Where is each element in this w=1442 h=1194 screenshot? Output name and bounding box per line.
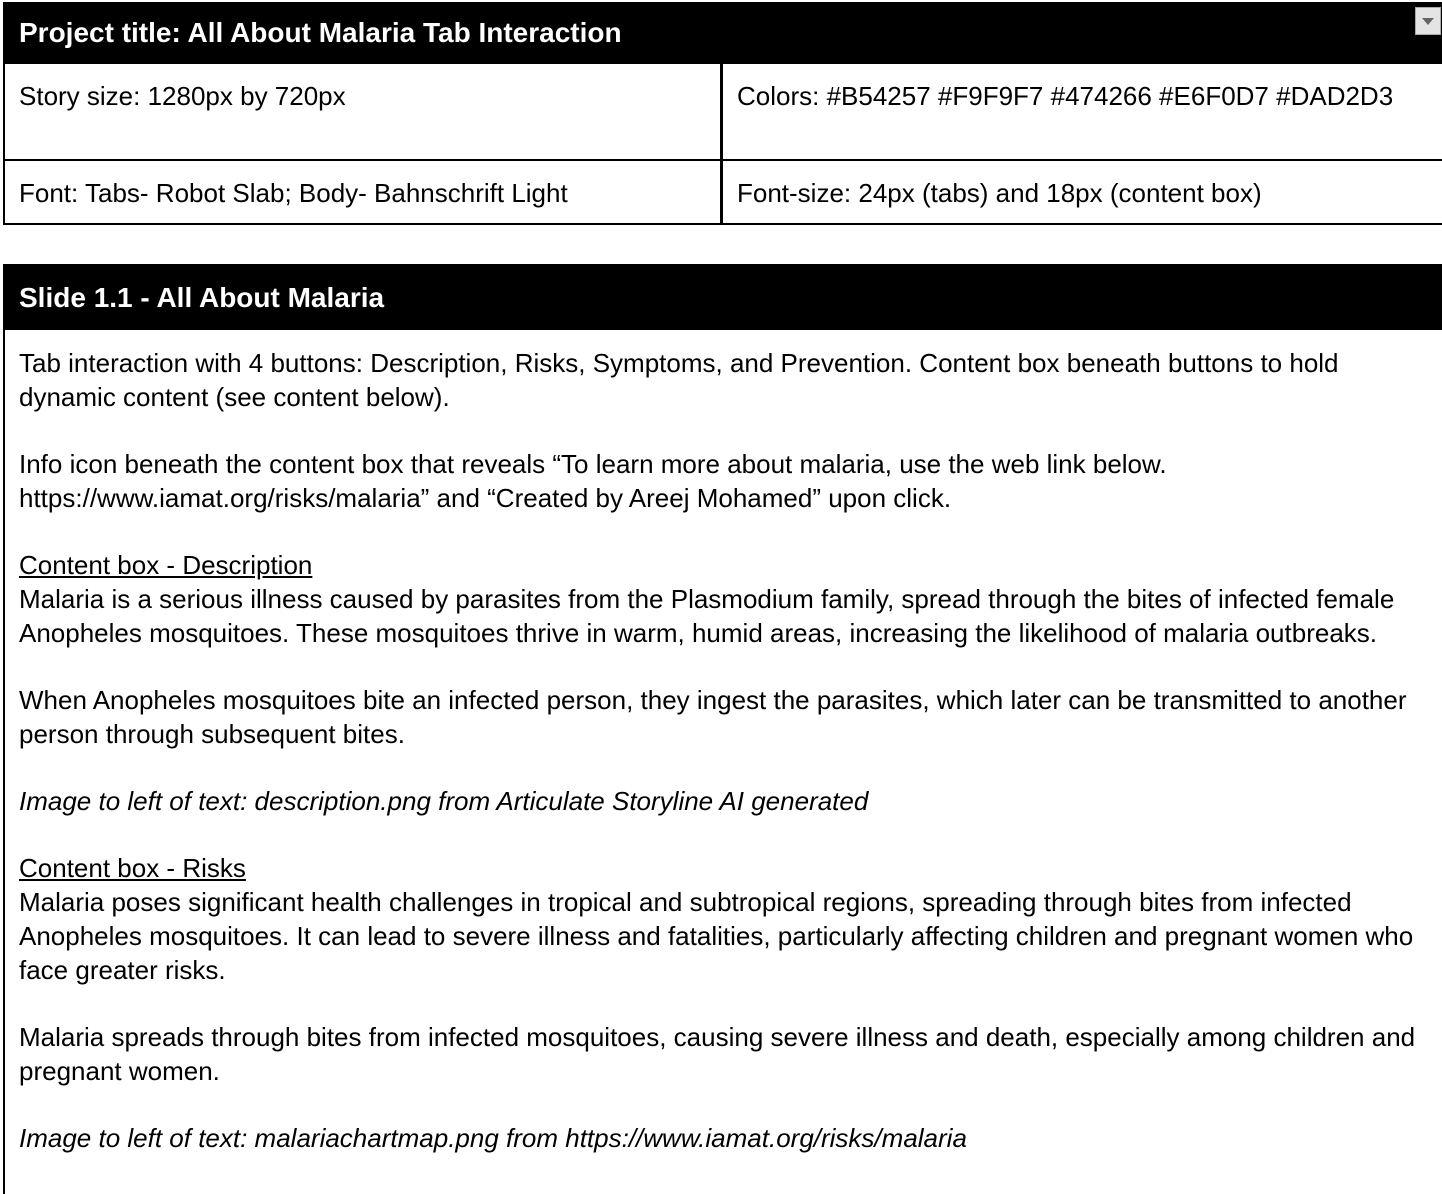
description-heading: Content box - Description xyxy=(19,550,313,580)
colors-cell: Colors: #B54257 #F9F9F7 #474266 #E6F0D7 #DAD2D3 xyxy=(737,81,1394,111)
risks-para-1: Malaria poses significant health challenges in tropical and subtropical regions, spreading through bites from infected Anopheles mosquitoes. It can lead to severe illness and fatalities, particularly affecting children and pregnant women who face greater risks. xyxy=(19,887,1414,985)
risks-image-note: Image to left of text: malariachartmap.png from https://www.iamat.org/risks/malaria xyxy=(19,1123,967,1153)
description-para-1: Malaria is a serious illness caused by parasites from the Plasmodium family, spread through the bites of infected female Anopheles mosquitoes. These mosquitoes thrive in warm, humid areas, increasing the likelihood of malaria outbreaks. xyxy=(19,584,1395,648)
project-title: Project title: All About Malaria Tab Interaction xyxy=(5,2,723,62)
story-size-cell: Story size: 1280px by 720px xyxy=(5,64,723,159)
slide-heading: Slide 1.1 - All About Malaria xyxy=(19,282,385,313)
intro-text: Tab interaction with 4 buttons: Description, Risks, Symptoms, and Prevention. Content box beneath buttons to hold dynamic content (see content below). xyxy=(19,348,1339,412)
info-icon-text: Info icon beneath the content box that reveals “To learn more about malaria, use the web link below. https://www.iamat.org/risks/malaria” and “Created by Areej Mohamed” upon click. xyxy=(19,449,1167,513)
font-size-cell: Font-size: 24px (tabs) and 18px (content box) xyxy=(737,178,1262,208)
project-row-size-colors xyxy=(5,64,1442,161)
project-row-fonts xyxy=(5,161,1442,225)
slide-header-row xyxy=(5,265,1442,330)
dropdown-arrow-icon[interactable] xyxy=(1415,7,1441,35)
project-info-table xyxy=(3,2,1442,225)
font-cell: Font: Tabs- Robot Slab; Body- Bahnschrift Light xyxy=(5,161,723,223)
description-para-2: When Anopheles mosquitoes bite an infected person, they ingest the parasites, which later can be transmitted to another person through subsequent bites. xyxy=(19,685,1407,749)
description-image-note: Image to left of text: description.png from Articulate Storyline AI generated xyxy=(19,786,869,816)
slide-table xyxy=(3,264,1442,1194)
risks-para-2: Malaria spreads through bites from infected mosquitoes, causing severe illness and death, especially among children and pregnant women. xyxy=(19,1022,1416,1086)
project-header-right-cell xyxy=(723,2,1442,62)
risks-heading: Content box - Risks xyxy=(19,853,246,883)
slide-body xyxy=(5,330,1442,1155)
project-header-row xyxy=(5,2,1442,64)
